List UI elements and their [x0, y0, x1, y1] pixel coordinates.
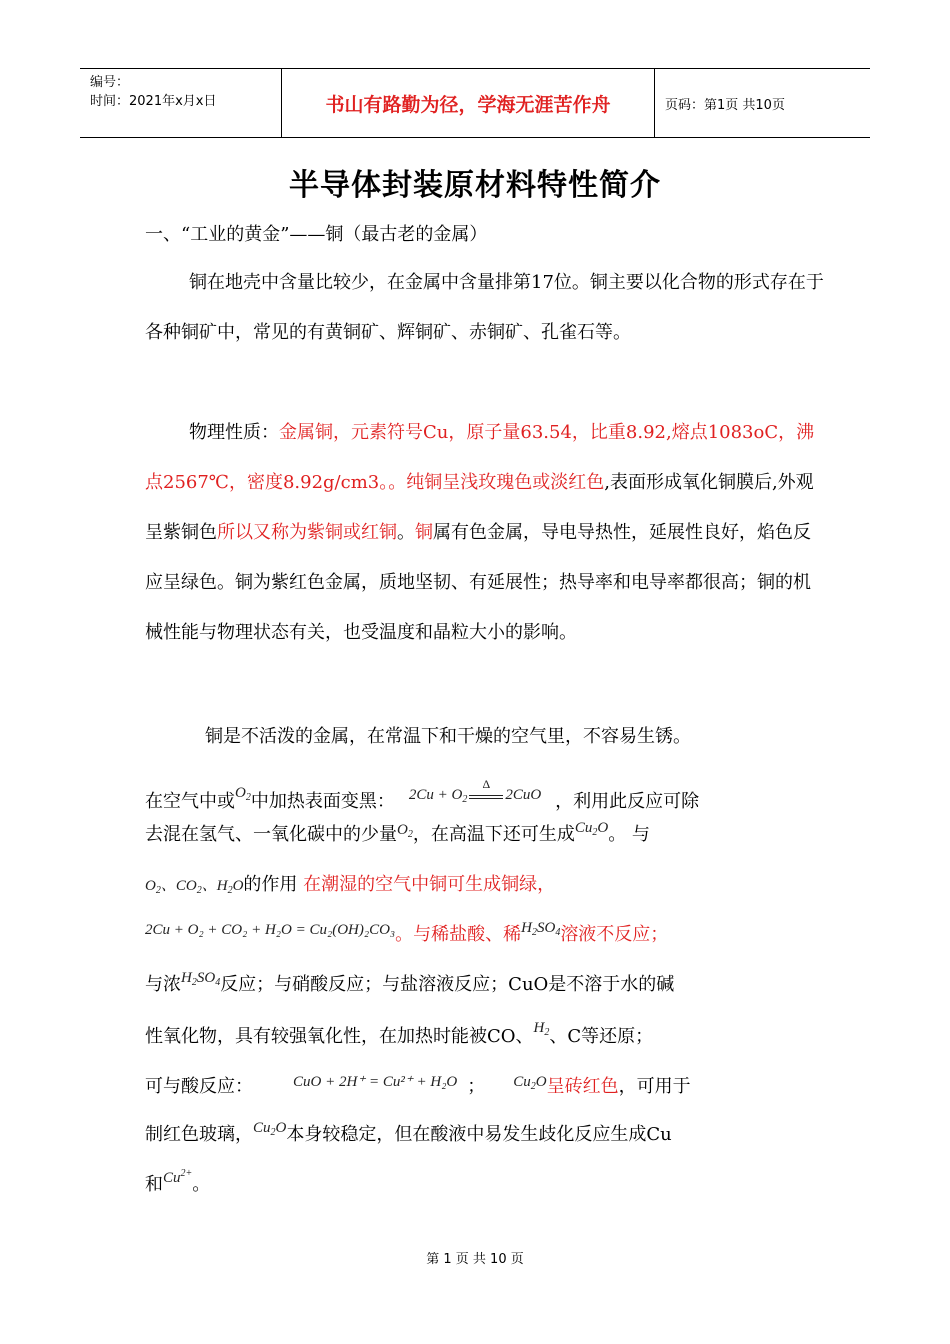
p2-rest: 属有色金属，导电导热性，延展性良好，焰色反应呈绿色。铜为紫红色金属，质地坚韧、有延展性；热导率和电导率都很高；铜的机械性能与物理状态有关，也受温度和晶粒大小的影响。: [145, 522, 811, 643]
time-label: 时间：2021年x月x日: [90, 94, 217, 109]
p3-line-6: 与浓$^{H_2SO_4}$反应；与硝酸反应；与盐溶液反应；CuO是不溶于水的碱: [145, 970, 675, 995]
p3-line-5: $^{2Cu + O_2 + CO_2 + H_2O = Cu_2(OH)_2CO_3}$。与稀盐酸、稀$^{H_2SO_4}$溶液不反应；: [145, 920, 669, 945]
formula-h2so4: H2SO4: [521, 920, 561, 938]
p3-line-4: $O_2$、$CO_2$、$H_2O$的作用 在潮湿的空气中铜可生成铜绿，: [145, 874, 556, 896]
p2-mid-1: ,表面形成氧化铜膜后,外观呈紫铜色: [145, 472, 814, 543]
document-title: 半导体封装原材料特性简介: [289, 168, 661, 203]
p2-lead: 物理性质：: [189, 422, 279, 443]
formula-verdigris: 2Cu + O₂ + CO₂ + H₂O = Cu₂(OH)₂CO₃: [145, 922, 396, 938]
p3-line-2: 在空气中或$^{O_2}$中加热表面变黑： $2Cu + O_2$ Δ 2CuO ，利用此反应可除: [145, 777, 700, 812]
paragraph-1: 铜在地壳中含量比较少，在金属中含量排第17位。铜主要以化合物的形式存在于各种铜矿中，常见的有黄铜矿、辉铜矿、赤铜矿、孔雀石等。: [145, 272, 824, 343]
p3-line-1: 铜是不活泼的金属，在常温下和干燥的空气里，不容易生锈。: [205, 726, 691, 747]
p3-line-10: 和$^{Cu^{2+}}$。: [145, 1168, 211, 1195]
reaction-equation: $2Cu + O_2$ Δ 2CuO: [408, 777, 542, 805]
p2-red-1: 金属铜，元素符号Cu，原子量63.54，比重8.92,熔点1083oC，沸点2567℃，密度8.92g/cm3。。纯铜呈浅玫瑰色或淡红色: [145, 422, 815, 493]
motto: 书山有路勤为径，学海无涯苦作舟: [282, 69, 655, 137]
section-heading: 一、“工业的黄金”——铜（最古老的金属）: [145, 224, 488, 245]
formula-reactants: $O_2$、$CO_2$、$H_2O$: [145, 878, 244, 896]
formula-o2: O2: [397, 822, 413, 840]
paragraph-2: [145, 408, 825, 658]
p3-line-8: 可与酸反应： $^{CuO + 2H^+ = Cu^{2+} + H_2O}$ ； $^{Cu_2O}$呈砖红色，可用于: [145, 1074, 691, 1097]
p2-mid-2: 。: [397, 522, 415, 543]
p2-red-3: 铜: [415, 522, 433, 543]
formula-cu2o: Cu2O: [574, 820, 609, 838]
header-table: [80, 68, 870, 138]
page-info: 页码：第1页 共10页: [665, 97, 785, 113]
formula-h2: H2: [533, 1020, 550, 1038]
header-meta: [80, 69, 282, 137]
page-footer: 第 1 页 共 10 页: [426, 1252, 524, 1267]
p3-line-3: 去混在氢气、一氧化碳中的少量$^{O_2}$，在高温下还可生成$^{Cu_2O}$。 与: [145, 820, 650, 845]
formula-cuo-acid: CuO + 2H⁺ = Cu²⁺ + H₂O: [293, 1074, 458, 1090]
formula-cu2plus: Cu2+: [163, 1168, 193, 1186]
number-label: 编号：: [90, 75, 130, 90]
p3-line-9: 制红色玻璃，$^{Cu_2O}$本身较稳定，但在酸液中易发生歧化反应生成Cu: [145, 1120, 672, 1145]
p2-red-2: 所以又称为紫铜或红铜: [217, 522, 397, 543]
p3-line-7: 性氧化物，具有较强氧化性，在加热时能被CO、$^{H_2}$、C等还原；: [145, 1020, 654, 1047]
formula-cu2o: Cu2O: [253, 1120, 287, 1138]
formula-cu2o: Cu2O: [513, 1074, 547, 1092]
formula-h2so4: H2SO4: [181, 970, 221, 988]
formula-o2: O2: [235, 785, 251, 803]
